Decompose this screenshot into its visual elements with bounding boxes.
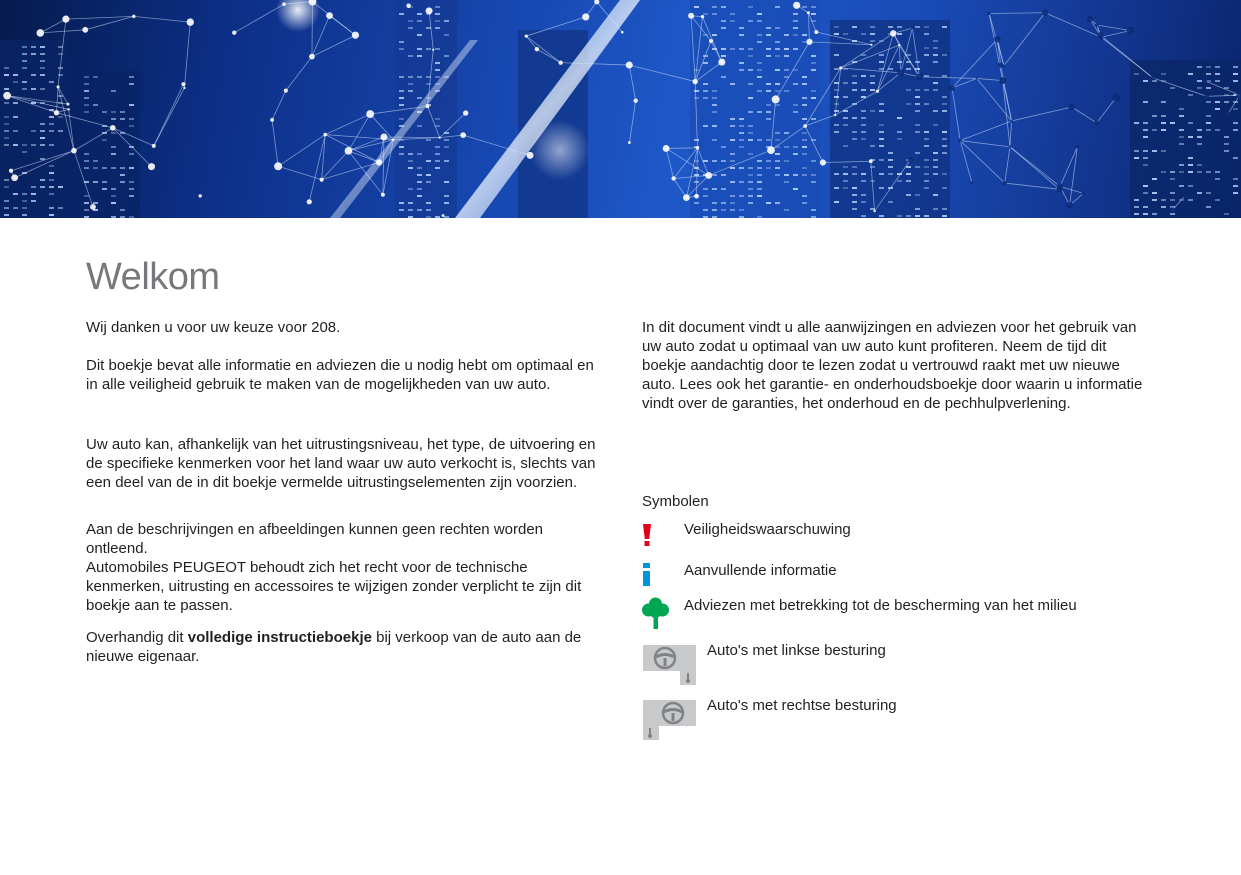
symbol-label-left-hand-drive: Auto's met linkse besturing [707, 642, 886, 659]
tree-icon [642, 597, 669, 629]
symbol-label-info: Aanvullende informatie [684, 562, 837, 579]
left-hand-drive-icon [643, 645, 697, 685]
page-title: Welkom [86, 256, 220, 298]
booklet-info-paragraph: Dit boekje bevat alle informatie en adviezen die u nodig hebt om optimaal en in alle veiligheid gebruik te maken van de mogelijkheden van uw auto. [86, 357, 594, 393]
info-icon [642, 563, 651, 586]
peugeot-rights-text: Automobiles PEUGEOT behoudt zich het recht voor de technische kenmerken, uitrusting en accessoires te wijzigen zonder verplicht te zijn dit boekje aan te passen. [86, 559, 582, 614]
handover-text-bold: volledige instructieboekje [187, 629, 372, 646]
warning-exclamation-icon [642, 524, 652, 546]
handover-text-pre: Overhandig dit [86, 629, 188, 646]
symbols-heading: Symbolen [642, 493, 709, 510]
symbol-label-right-hand-drive: Auto's met rechtse besturing [707, 697, 897, 714]
rights-text: Aan de beschrijvingen en afbeeldingen kunnen geen rechten worden ontleend. [86, 521, 544, 557]
equipment-paragraph: Uw auto kan, afhankelijk van het uitrustingsniveau, het type, de uitvoering en de specifieke kenmerken voor het land waar uw auto verkocht is, slechts van een deel van de in dit boekje vermelde uitrustingselementen zijn voorzien. [86, 436, 596, 491]
document-info-paragraph: In dit document vindt u alle aanwijzingen en adviezen voor het gebruik van uw auto zodat u optimaal van uw auto kunt profiteren. Neem de tijd dit boekje aandachtig door te lezen zodat u vertrouwd raakt met uw nieuwe auto. Lees ook het garantie- en onderhoudsboekje door waarin u informatie vindt over de garanties, het onderhoud en de pechhulpverlening. [642, 319, 1143, 412]
handover-text-post: bij verkoop van de auto aan de nieuwe eigenaar. [86, 629, 582, 665]
hero-banner [0, 0, 1241, 218]
symbol-label-environment: Adviezen met betrekking tot de bescherming van het milieu [684, 597, 1077, 614]
rights-paragraph [86, 520, 601, 615]
handover-paragraph [86, 628, 601, 666]
city-network-illustration [0, 0, 1241, 218]
right-hand-drive-icon [643, 700, 697, 740]
intro-paragraph: Wij danken u voor uw keuze voor 208. [86, 319, 341, 336]
symbol-label-warning: Veiligheidswaarschuwing [684, 521, 851, 538]
